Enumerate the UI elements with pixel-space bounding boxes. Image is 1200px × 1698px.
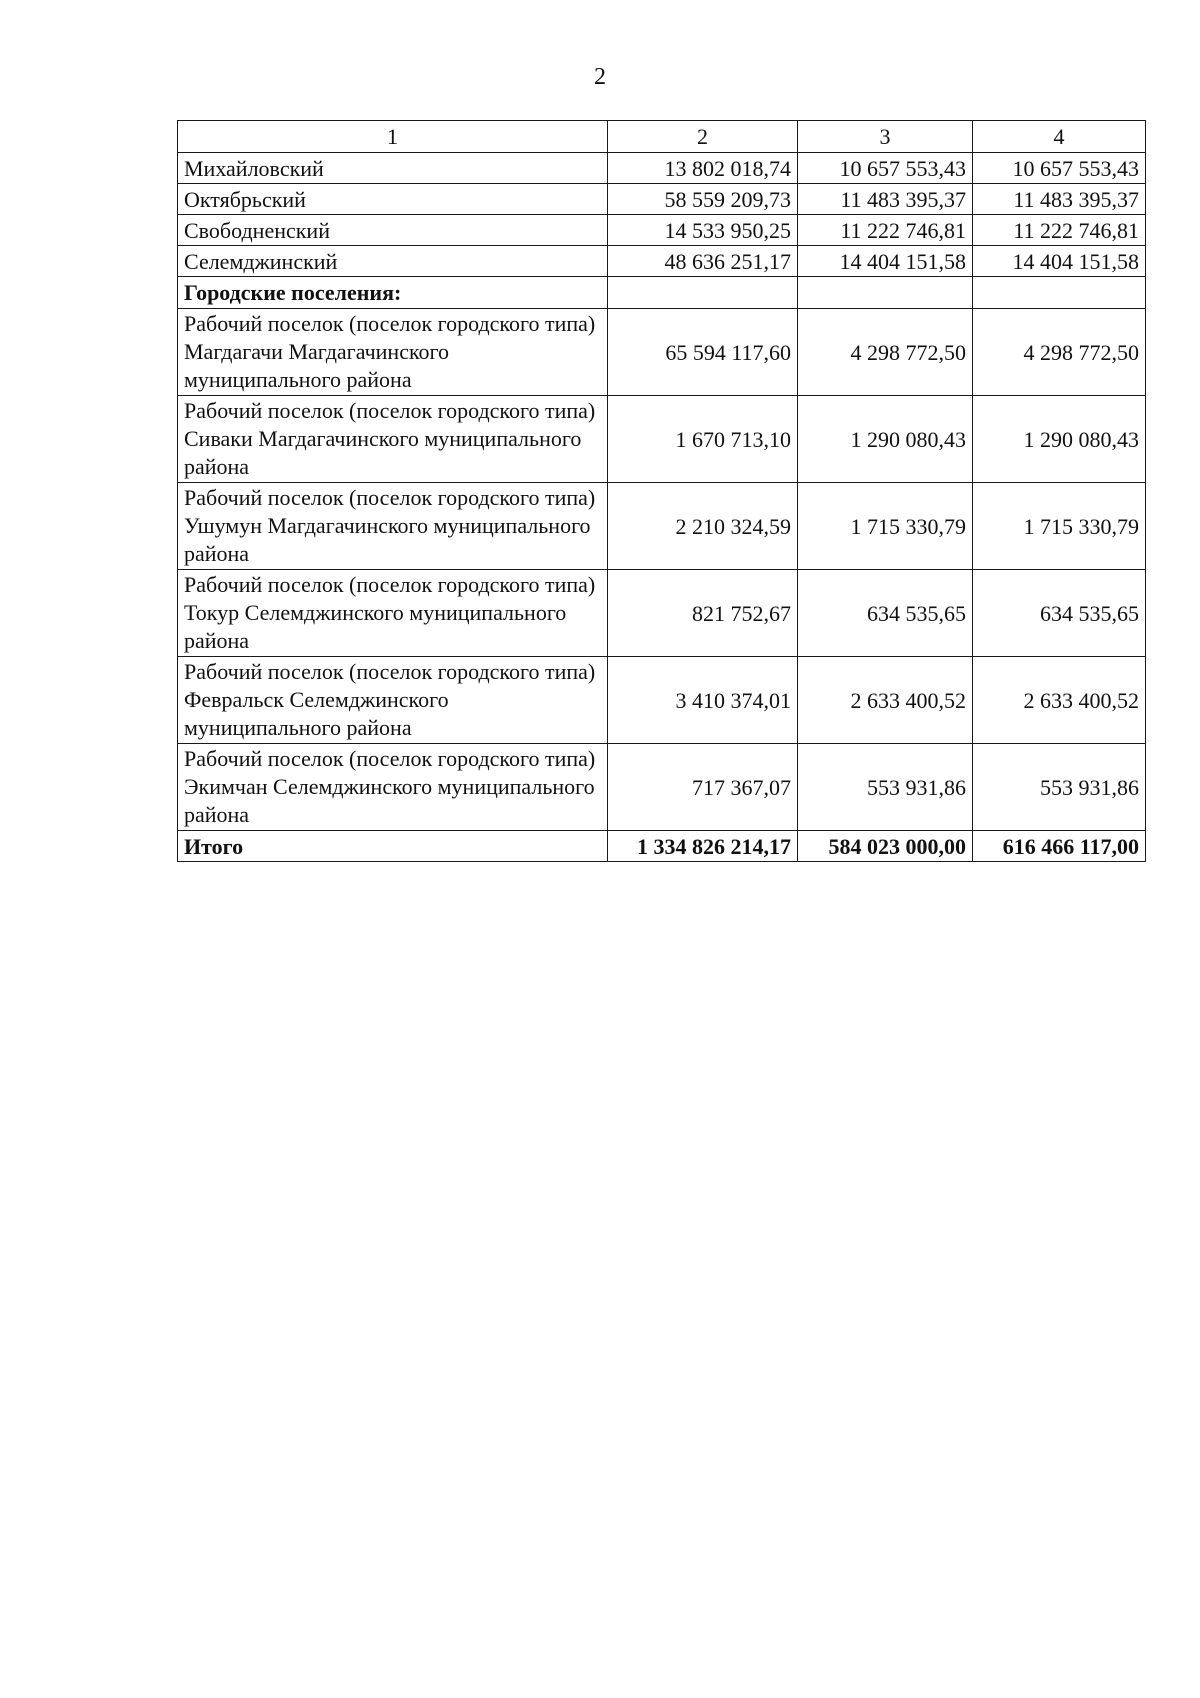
table-row <box>178 570 1146 657</box>
table-row <box>178 396 1146 483</box>
column-header: 2 <box>608 121 798 153</box>
row-name: Октябрьский <box>178 184 608 215</box>
total-value: 616 466 117,00 <box>973 831 1146 862</box>
row-value: 4 298 772,50 <box>798 309 973 396</box>
total-value: 1 334 826 214,17 <box>608 831 798 862</box>
table-header-row <box>178 121 1146 153</box>
total-value: 584 023 000,00 <box>798 831 973 862</box>
row-value: 1 290 080,43 <box>973 396 1146 483</box>
row-value: 1 715 330,79 <box>973 483 1146 570</box>
row-value: 58 559 209,73 <box>608 184 798 215</box>
row-value: 634 535,65 <box>973 570 1146 657</box>
table-row <box>178 153 1146 184</box>
row-value: 821 752,67 <box>608 570 798 657</box>
empty-cell <box>608 277 798 309</box>
column-header: 4 <box>973 121 1146 153</box>
row-name: Рабочий поселок (поселок городского типа) Экимчан Селемджинского муниципального района <box>178 744 608 831</box>
row-value: 2 633 400,52 <box>798 657 973 744</box>
table-row <box>178 744 1146 831</box>
table-row <box>178 657 1146 744</box>
budget-table <box>177 120 1146 862</box>
row-value: 4 298 772,50 <box>973 309 1146 396</box>
total-label: Итого <box>178 831 608 862</box>
row-value: 14 404 151,58 <box>798 246 973 277</box>
row-value: 10 657 553,43 <box>973 153 1146 184</box>
empty-cell <box>973 277 1146 309</box>
column-header: 1 <box>178 121 608 153</box>
row-name: Рабочий поселок (поселок городского типа) Сиваки Магдагачинского муниципального района <box>178 396 608 483</box>
table-row <box>178 483 1146 570</box>
row-value: 13 802 018,74 <box>608 153 798 184</box>
section-title: Городские поселения: <box>178 277 608 309</box>
row-value: 11 483 395,37 <box>973 184 1146 215</box>
row-value: 14 533 950,25 <box>608 215 798 246</box>
empty-cell <box>798 277 973 309</box>
row-value: 11 483 395,37 <box>798 184 973 215</box>
row-name: Рабочий поселок (поселок городского типа) Ушумун Магдагачинского муниципального района <box>178 483 608 570</box>
row-value: 717 367,07 <box>608 744 798 831</box>
row-value: 2 210 324,59 <box>608 483 798 570</box>
row-name: Свободненский <box>178 215 608 246</box>
section-row <box>178 277 1146 309</box>
row-value: 48 636 251,17 <box>608 246 798 277</box>
row-value: 2 633 400,52 <box>973 657 1146 744</box>
table-row <box>178 184 1146 215</box>
row-value: 65 594 117,60 <box>608 309 798 396</box>
table-row <box>178 309 1146 396</box>
row-value: 1 715 330,79 <box>798 483 973 570</box>
row-value: 553 931,86 <box>798 744 973 831</box>
row-name: Селемджинский <box>178 246 608 277</box>
row-name: Рабочий поселок (поселок городского типа) Февральск Селемджинского муниципального района <box>178 657 608 744</box>
total-row <box>178 831 1146 862</box>
table-row <box>178 215 1146 246</box>
row-value: 553 931,86 <box>973 744 1146 831</box>
row-value: 10 657 553,43 <box>798 153 973 184</box>
row-value: 3 410 374,01 <box>608 657 798 744</box>
row-name: Михайловский <box>178 153 608 184</box>
row-value: 1 670 713,10 <box>608 396 798 483</box>
row-name: Рабочий поселок (поселок городского типа) Магдагачи Магдагачинского муниципального района <box>178 309 608 396</box>
row-value: 634 535,65 <box>798 570 973 657</box>
row-value: 14 404 151,58 <box>973 246 1146 277</box>
table-row <box>178 246 1146 277</box>
column-header: 3 <box>798 121 973 153</box>
row-name: Рабочий поселок (поселок городского типа) Токур Селемджинского муниципального района <box>178 570 608 657</box>
row-value: 1 290 080,43 <box>798 396 973 483</box>
row-value: 11 222 746,81 <box>798 215 973 246</box>
row-value: 11 222 746,81 <box>973 215 1146 246</box>
page-number: 2 <box>594 64 606 90</box>
